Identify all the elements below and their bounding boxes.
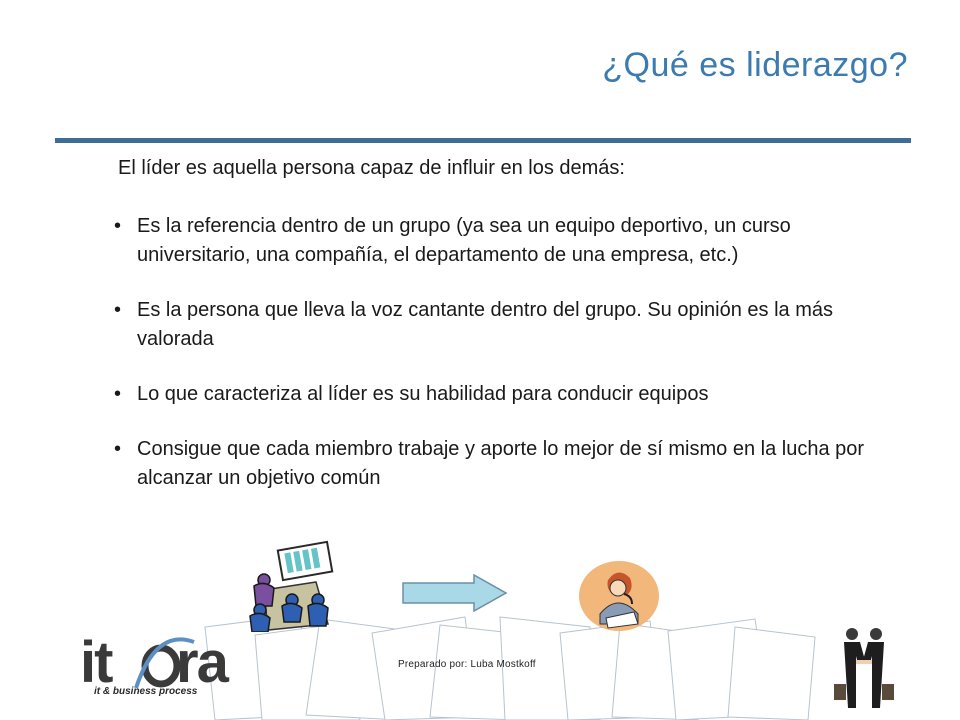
right-arrow-icon: [402, 574, 508, 612]
svg-text:ra: ra: [176, 630, 227, 695]
slide-title: ¿Qué es liderazgo?: [602, 46, 908, 84]
bullet-item: [114, 212, 904, 270]
author-credit: Preparado por: Luba Mostkoff: [398, 659, 536, 670]
bullet-marker: •: [114, 383, 122, 405]
bullet-marker: •: [114, 438, 122, 460]
bullet-list: [114, 212, 904, 519]
logo-text-letters: it: [80, 630, 112, 695]
bullet-item: [114, 380, 904, 409]
intro-text: El líder es aquella persona capaz de influir en los demás:: [118, 157, 625, 179]
bullet-text: Consigue que cada miembro trabaje y aporte lo mejor de sí mismo en la lucha por alcanzar un objetivo común: [137, 438, 865, 489]
handshake-clipart: [832, 626, 896, 712]
bullet-item: [114, 296, 904, 354]
bullet-text: Lo que caracteriza al líder es su habilidad para conducir equipos: [137, 383, 709, 405]
logo-tagline: it & business process: [94, 686, 198, 697]
bullet-item: [114, 435, 904, 493]
bullet-text: Es la referencia dentro de un grupo (ya sea un equipo deportivo, un curso universitario, una compañía, el departamento de una empresa, etc.): [137, 215, 791, 266]
bullet-marker: •: [114, 299, 122, 321]
receptionist-clipart: [578, 560, 660, 632]
bullet-marker: •: [114, 215, 122, 237]
bullet-text: Es la persona que lleva la voz cantante dentro del grupo. Su opinión es la más valorada: [137, 299, 833, 350]
title-divider: [55, 138, 911, 143]
team-meeting-clipart: [246, 540, 336, 632]
